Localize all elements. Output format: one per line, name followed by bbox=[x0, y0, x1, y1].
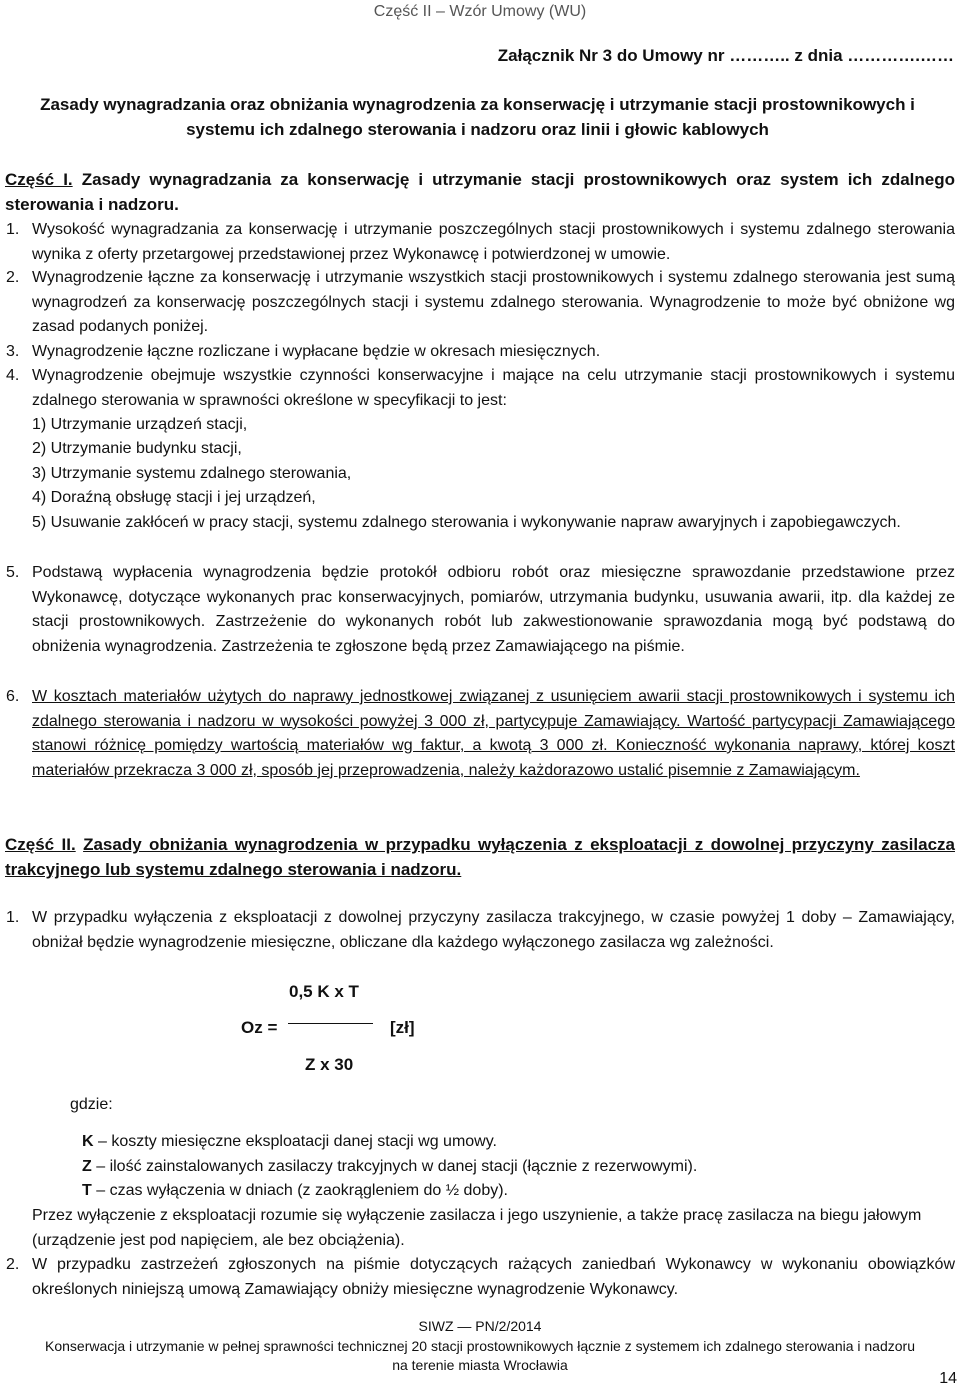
subitem-4: 4) Doraźną obsługę stacji i jej urządzeń, bbox=[32, 489, 316, 506]
part1-point-6: 6. W kosztach materiałów użytych do naprawy jednostkowej związanej z usunięciem awarii stacji prostownikowych i systemu ich zdalnego sterowania i nadzoru w wysokości powyżej 3 000 zł, partycypuje Zamawiający. Wartość partycypacji Zamawiającego stanowi różnicę pomiędzy wartością materiałów wg faktur, a kwotą 3 000 zł. Konieczność wykonania naprawy, której koszt materiałów przekracza 3 000 zł, sposób jej przeprowadzenia, należy każdorazowo ustalić pisemnie z Zamawiającym. bbox=[6, 688, 955, 779]
legend-t: T – czas wyłączenia w dniach (z zaokrągleniem do ½ doby). bbox=[82, 1182, 508, 1199]
page-number: 14 bbox=[939, 1370, 957, 1387]
part2-heading bbox=[5, 832, 955, 882]
footer-line-2: na terenie miasta Wrocławia bbox=[392, 1357, 568, 1373]
subitem-5: 5) Usuwanie zakłóceń w pracy stacji, systemu zdalnego sterowania i wykonywanie napraw awaryjnych i zapobiegawczych. bbox=[32, 514, 901, 531]
where-label: gdzie: bbox=[70, 1096, 113, 1113]
subitem-1: 1) Utrzymanie urządzeń stacji, bbox=[32, 416, 248, 433]
legend-z: Z – ilość zainstalowanych zasilaczy trakcyjnych w danej stacji (łącznie z rezerwowymi). bbox=[82, 1158, 698, 1175]
footer-line-1: Konserwacja i utrzymanie w pełnej sprawności technicznej 20 stacji prostownikowych łącznie z systemem ich zdalnego sterowania i nadzoru bbox=[45, 1338, 915, 1354]
part1-heading bbox=[5, 167, 955, 217]
formula-denominator: Z x 30 bbox=[305, 1055, 354, 1074]
part1-point-5: 5. Podstawą wypłacenia wynagrodzenia będzie protokół odbioru robót oraz miesięczne sprawozdanie przedstawione przez Wykonawcę, dotyczące wykonanych prac konserwacyjnych, pomiarów, utrzymania budynku, usuwania awarii, itp. dla każdej ze stacji prostownikowych. Zastrzeżenie do wykonanych robót lub zakwestionowanie sprawozdania mogą być podstawą do obniżenia wynagrodzenia. Zastrzeżenia te zgłoszone będą przez Zamawiającego na piśmie. bbox=[6, 564, 955, 655]
part2-point-1: 1. W przypadku wyłączenia z eksploatacji z dowolnej przyczyny zasilacza trakcyjnego, w czasie powyżej 1 doby – Zamawiający, obniżał będzie wynagrodzenie miesięczne, obliczane dla każdego wyłączonego zasilacza wg zależności. bbox=[6, 909, 955, 951]
part2-title: Zasady obniżania wynagrodzenia w przypadku wyłączenia z eksploatacji z dowolnej przyczyny zasilacza trakcyjnego lub systemu zdalnego sterowania i nadzoru. bbox=[5, 835, 955, 879]
definition-paragraph: Przez wyłączenie z eksploatacji rozumie się wyłączenie zasilacza i jego uszynienie, a także pracę zasilacza na biegu jałowym (urządzenie jest pod napięciem, ale bez obciążenia). bbox=[32, 1207, 922, 1249]
annex-reference: Załącznik Nr 3 do Umowy nr ……….. z dnia ………….…… bbox=[497, 46, 954, 65]
part2-label: Część II. bbox=[5, 835, 76, 854]
formula-unit: [zł] bbox=[390, 1018, 415, 1037]
part1-point-4: 4. Wynagrodzenie obejmuje wszystkie czynności konserwacyjne i mające na celu utrzymanie stacji prostownikowych i systemu zdalnego sterowania w sprawności określone w specyfikacji to jest: bbox=[6, 367, 955, 409]
part1-point-3: 3. Wynagrodzenie łączne rozliczane i wypłacane będzie w okresach miesięcznych. bbox=[6, 343, 601, 360]
fraction-line bbox=[288, 1023, 373, 1024]
running-header: Część II – Wzór Umowy (WU) bbox=[373, 3, 587, 20]
document-title: Zasady wynagradzania oraz obniżania wynagrodzenia za konserwację i utrzymanie stacji prostownikowych i systemu ich zdalnego sterowania i nadzoru oraz linii i głowic kablowych bbox=[40, 95, 915, 139]
part1-point-1: 1. Wysokość wynagradzania za konserwację i utrzymanie poszczególnych stacji prostownikowych i systemu zdalnego sterowania wynika z oferty przetargowej przedstawionej przez Wykonawcę i potwierdzonej w umowie. bbox=[6, 221, 955, 263]
part1-label: Część I. bbox=[5, 170, 73, 189]
legend-k: K – koszty miesięczne eksploatacji danej stacji wg umowy. bbox=[82, 1133, 497, 1150]
part2-point-2: 2. W przypadku zastrzeżeń zgłoszonych na piśmie dotyczących rażących zaniedbań Wykonawcy w wykonaniu obowiązków określonych niniejszą umową Zamawiający obniży miesięczne wynagrodzenie Wykonawcy. bbox=[6, 1256, 955, 1298]
part1-title: Zasady wynagradzania za konserwację i utrzymanie stacji prostownikowych oraz system ich zdalnego sterowania i nadzoru. bbox=[5, 170, 955, 214]
subitem-2: 2) Utrzymanie budynku stacji, bbox=[32, 440, 242, 457]
formula-lhs: Oz = bbox=[241, 1018, 278, 1037]
subitem-3: 3) Utrzymanie systemu zdalnego sterowania, bbox=[32, 465, 352, 482]
footer-code: SIWZ — PN/2/2014 bbox=[418, 1318, 542, 1334]
part1-point-2: 2. Wynagrodzenie łączne za konserwację i utrzymanie wszystkich stacji prostownikowych i systemu zdalnego sterowania jest sumą wynagrodzeń za konserwację poszczególnych stacji i systemu zdalnego sterowania. Wynagrodzenie to może być obniżone wg zasad podanych poniżej. bbox=[6, 269, 955, 335]
formula-numerator: 0,5 K x T bbox=[289, 982, 359, 1001]
